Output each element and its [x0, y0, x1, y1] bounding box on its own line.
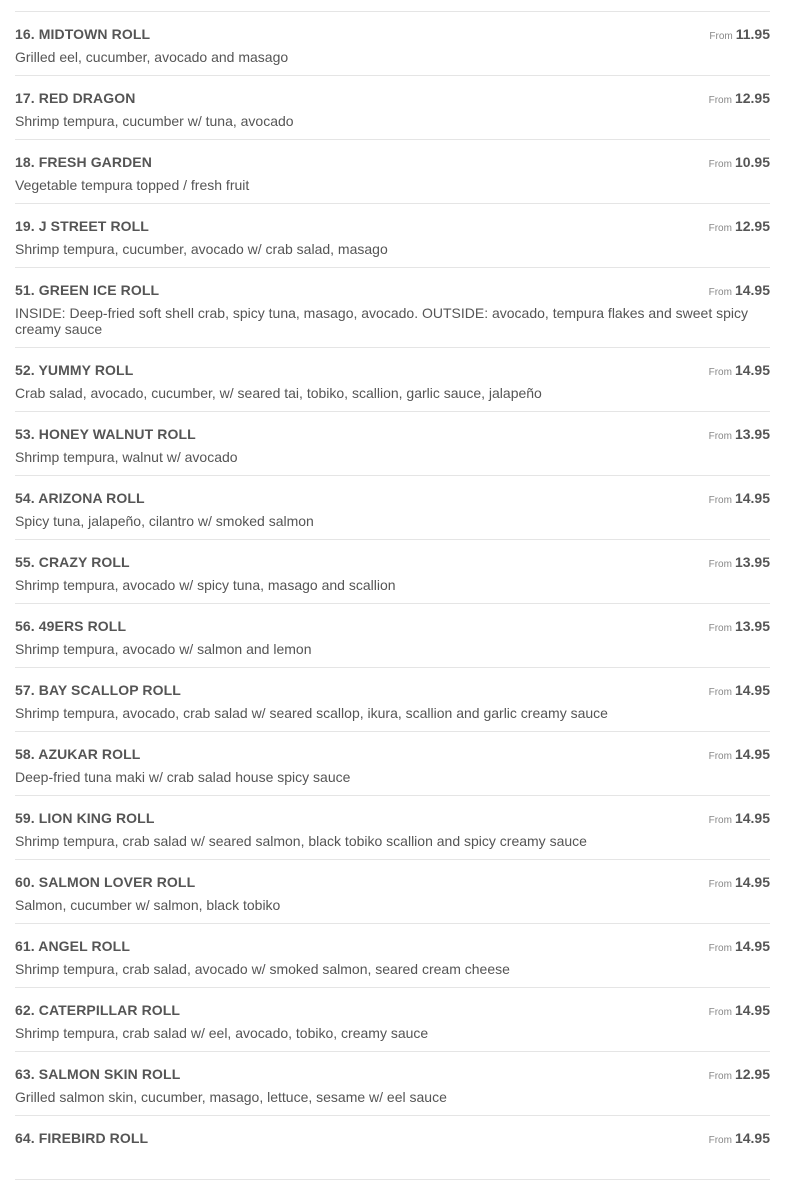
- price-from-label: From: [708, 1071, 732, 1082]
- menu-item-name: 62. CATERPILLAR ROLL: [15, 1002, 181, 1018]
- menu-item-price: [709, 154, 770, 172]
- menu-item-name: 51. GREEN ICE ROLL: [15, 282, 160, 298]
- menu-item-name: 55. CRAZY ROLL: [15, 554, 130, 570]
- menu-item-name: 53. HONEY WALNUT ROLL: [15, 426, 196, 442]
- menu-item[interactable]: [15, 1116, 770, 1180]
- menu-item[interactable]: [15, 540, 770, 604]
- menu-item-price: [709, 1002, 770, 1020]
- price-from-label: From: [708, 287, 732, 298]
- menu-item-description: Deep-fried tuna maki w/ crab salad house spicy sauce: [15, 769, 351, 785]
- menu-item-description: Shrimp tempura, avocado w/ spicy tuna, masago and scallion: [15, 577, 396, 593]
- menu-item-description: Shrimp tempura, crab salad w/ seared salmon, black tobiko scallion and spicy creamy sauce: [15, 833, 587, 849]
- price-value: 14.95: [734, 746, 770, 762]
- menu-item-price: [709, 90, 770, 108]
- price-value: 14.95: [734, 682, 770, 698]
- price-from-label: From: [708, 495, 732, 506]
- menu-item[interactable]: [15, 860, 770, 924]
- price-value: 13.95: [734, 426, 770, 442]
- price-value: 14.95: [734, 362, 770, 378]
- menu-item[interactable]: [15, 924, 770, 988]
- menu-item-name: 64. FIREBIRD ROLL: [15, 1130, 149, 1146]
- price-from-label: From: [708, 95, 732, 106]
- menu-item-price: [709, 1130, 770, 1148]
- menu-item-price: [709, 554, 770, 572]
- menu-item-price: [709, 746, 770, 764]
- menu-item-name: 61. ANGEL ROLL: [15, 938, 130, 954]
- menu-item-name: 17. RED DRAGON: [15, 90, 136, 106]
- menu-item[interactable]: [15, 988, 770, 1052]
- menu-item[interactable]: [15, 140, 770, 204]
- menu-item-price: [709, 490, 770, 508]
- menu-item-price: [709, 1066, 770, 1084]
- menu-item-description: Shrimp tempura, crab salad w/ eel, avocado, tobiko, creamy sauce: [15, 1025, 429, 1041]
- price-from-label: From: [709, 31, 733, 42]
- menu-item-description: Shrimp tempura, walnut w/ avocado: [15, 449, 238, 465]
- menu-item[interactable]: [15, 348, 770, 412]
- price-value: 14.95: [734, 1002, 770, 1018]
- price-from-label: From: [708, 1135, 732, 1146]
- price-from-label: From: [708, 879, 732, 890]
- menu-item-price: [709, 218, 770, 236]
- menu-item[interactable]: [15, 412, 770, 476]
- menu-item-price: [709, 874, 770, 892]
- menu-item-name: 58. AZUKAR ROLL: [15, 746, 141, 762]
- menu-item[interactable]: [15, 732, 770, 796]
- menu-item-description: Vegetable tempura topped / fresh fruit: [15, 177, 250, 193]
- price-value: 14.95: [734, 282, 770, 298]
- price-value: 12.95: [734, 90, 770, 106]
- price-value: 14.95: [734, 1130, 770, 1146]
- menu-item-name: 56. 49ERS ROLL: [15, 618, 127, 634]
- menu-item-description: Spicy tuna, jalapeño, cilantro w/ smoked salmon: [15, 513, 314, 529]
- price-value: 12.95: [734, 218, 770, 234]
- menu-item-price: [709, 810, 770, 828]
- menu-item-description: Salmon, cucumber w/ salmon, black tobiko: [15, 897, 281, 913]
- menu-item-price: [709, 682, 770, 700]
- menu-item-description: Shrimp tempura, cucumber, avocado w/ crab salad, masago: [15, 241, 388, 257]
- menu-item-description: Grilled eel, cucumber, avocado and masago: [15, 49, 289, 65]
- menu-item-name: 57. BAY SCALLOP ROLL: [15, 682, 181, 698]
- menu-item[interactable]: [15, 796, 770, 860]
- menu-item-price: [709, 362, 770, 380]
- price-from-label: From: [708, 687, 732, 698]
- menu-item-price: [709, 26, 770, 44]
- menu-item-name: 52. YUMMY ROLL: [15, 362, 134, 378]
- price-from-label: From: [708, 159, 732, 170]
- menu-item-description: INSIDE: Deep-fried soft shell crab, spicy tuna, masago, avocado. OUTSIDE: avocado, tempura flakes and sweet spicy creamy sauce: [15, 305, 749, 337]
- price-from-label: From: [708, 367, 732, 378]
- menu-item-name: 16. MIDTOWN ROLL: [15, 26, 151, 42]
- menu-item-name: 60. SALMON LOVER ROLL: [15, 874, 196, 890]
- price-from-label: From: [708, 223, 732, 234]
- price-from-label: From: [708, 751, 732, 762]
- menu-item-price: [709, 938, 770, 956]
- menu-item[interactable]: [15, 204, 770, 268]
- menu-list: [15, 0, 770, 1180]
- price-from-label: From: [708, 623, 732, 634]
- menu-item[interactable]: [15, 0, 770, 12]
- menu-item[interactable]: [15, 268, 770, 348]
- price-value: 11.95: [735, 26, 770, 42]
- menu-item-description: Shrimp tempura, cucumber w/ tuna, avocado: [15, 113, 294, 129]
- price-value: 13.95: [734, 554, 770, 570]
- menu-item[interactable]: [15, 668, 770, 732]
- menu-item-name: 19. J STREET ROLL: [15, 218, 149, 234]
- menu-item[interactable]: [15, 1052, 770, 1116]
- price-value: 12.95: [734, 1066, 770, 1082]
- price-from-label: From: [708, 431, 732, 442]
- price-value: 14.95: [734, 874, 770, 890]
- menu-item-name: 54. ARIZONA ROLL: [15, 490, 145, 506]
- menu-item[interactable]: [15, 12, 770, 76]
- menu-item-price: [709, 426, 770, 444]
- price-value: 14.95: [734, 490, 770, 506]
- price-value: 14.95: [734, 810, 770, 826]
- menu-item[interactable]: [15, 476, 770, 540]
- menu-item[interactable]: [15, 76, 770, 140]
- price-from-label: From: [708, 943, 732, 954]
- price-from-label: From: [708, 1007, 732, 1018]
- menu-item[interactable]: [15, 604, 770, 668]
- menu-item-name: 63. SALMON SKIN ROLL: [15, 1066, 181, 1082]
- menu-item-name: 59. LION KING ROLL: [15, 810, 155, 826]
- menu-item-description: Shrimp tempura, avocado, crab salad w/ seared scallop, ikura, scallion and garlic creamy sauce: [15, 705, 608, 721]
- menu-item-description: Shrimp tempura, avocado w/ salmon and lemon: [15, 641, 312, 657]
- menu-item-name: 18. FRESH GARDEN: [15, 154, 152, 170]
- price-value: 10.95: [734, 154, 770, 170]
- price-from-label: From: [708, 815, 732, 826]
- price-from-label: From: [708, 559, 732, 570]
- menu-item-price: [709, 282, 770, 300]
- menu-item-description: Grilled salmon skin, cucumber, masago, lettuce, sesame w/ eel sauce: [15, 1089, 447, 1105]
- menu-item-description: Crab salad, avocado, cucumber, w/ seared tai, tobiko, scallion, garlic sauce, jalapeño: [15, 385, 542, 401]
- price-value: 14.95: [734, 938, 770, 954]
- menu-item-description: Shrimp tempura, crab salad, avocado w/ smoked salmon, seared cream cheese: [15, 961, 510, 977]
- menu-item-price: [709, 618, 770, 636]
- price-value: 13.95: [734, 618, 770, 634]
